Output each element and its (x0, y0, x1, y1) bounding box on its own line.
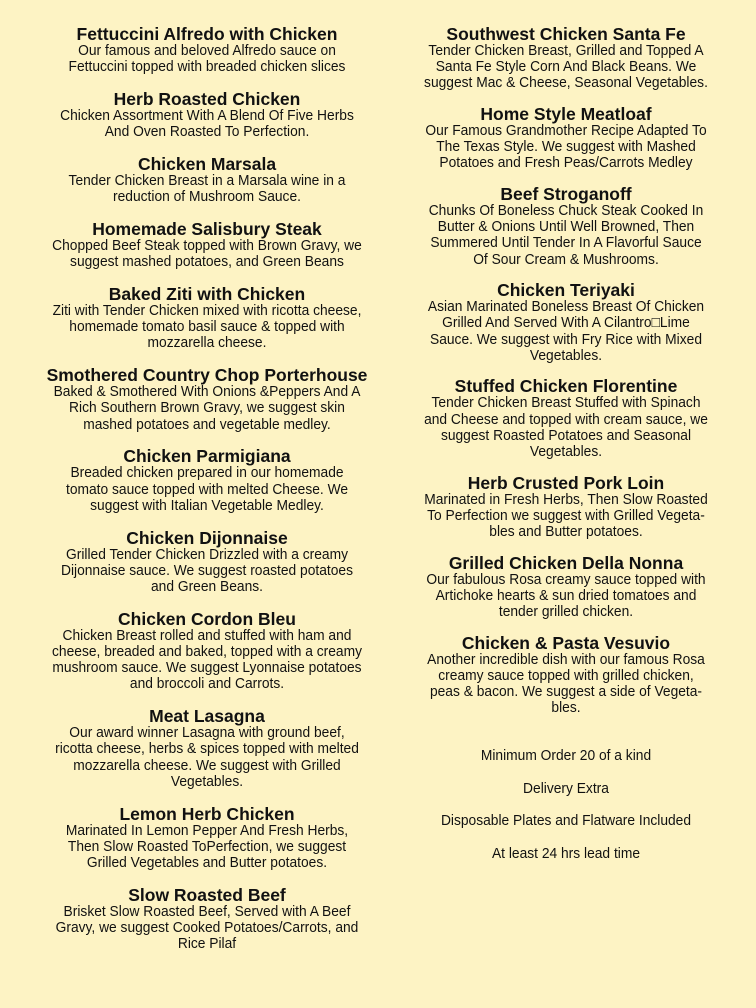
menu-item-description-line: Our fabulous Rosa creamy sauce topped with (426, 570, 706, 588)
menu-item-title: Lemon Herb Chicken (119, 803, 295, 824)
menu-item-description-line: Chopped Beef Steak topped with Brown Gravy, we (52, 237, 362, 254)
menu-item-description-line: suggest Roasted Potatoes and Seasonal (440, 426, 692, 444)
menu-item-description-line: Then Slow Roasted ToPerfection, we suggest (67, 837, 347, 855)
menu-item-chicken-dijonnaise (22, 527, 392, 596)
menu-item-fettuccini-alfredo-with-chicken (22, 26, 392, 75)
menu-item-description-line: tender grilled chicken. (498, 603, 634, 621)
menu-item-title: Herb Crusted Pork Loin (467, 472, 665, 493)
menu-item-description-line: Grilled Tender Chicken Drizzled with a creamy (65, 545, 348, 563)
order-note: Delivery Extra (523, 779, 609, 797)
menu-item-description-line: Rich Southern Brown Gravy, we suggest skin (69, 399, 345, 417)
menu-item-title: Stuffed Chicken Florentine (454, 376, 678, 397)
menu-item-grilled-chicken-della-nonna (398, 552, 734, 621)
menu-item-description-line: Tender Chicken Breast in a Marsala wine in a (68, 172, 346, 189)
menu-item-description-line: suggest Mac & Cheese, Seasonal Vegetables. (424, 74, 708, 92)
menu-item-description-line: peas & bacon. We suggest a side of Vegeta- (429, 683, 703, 701)
menu-item-title: Chicken Teriyaki (497, 280, 635, 301)
menu-item-slow-roasted-beef (22, 884, 392, 953)
menu-item-meat-lasagna (22, 708, 392, 790)
menu-item-description-line: mozzarella cheese. (147, 334, 267, 352)
menu-item-title: Grilled Chicken Della Nonna (448, 552, 684, 573)
menu-item-description-line: Grilled And Served With A Cilantro□Lime (442, 314, 690, 332)
menu-item-title: Herb Roasted Chicken (113, 89, 301, 109)
order-note: Minimum Order 20 of a kind (480, 747, 652, 765)
menu-item-title: Homemade Salisbury Steak (92, 219, 322, 239)
menu-item-description-line: Marinated In Lemon Pepper And Fresh Herbs, (65, 821, 349, 839)
menu-item-description-line: Chicken Assortment With A Blend Of Five Herbs (60, 107, 354, 124)
menu-item-title: Chicken Dijonnaise (126, 527, 288, 548)
menu-item-title: Home Style Meatloaf (480, 104, 652, 124)
menu-item-herb-crusted-pork-loin (398, 472, 734, 541)
menu-item-description-line: Our Famous Grandmother Recipe Adapted To (425, 122, 707, 139)
menu-right-column (398, 26, 734, 878)
menu-item-description-line: mozzarella cheese. We suggest with Grilled (73, 756, 341, 774)
menu-item-description-line: Potatoes and Fresh Peas/Carrots Medley (439, 154, 693, 172)
menu-item-description-line: And Oven Roasted To Perfection. (104, 123, 310, 141)
menu-item-title: Smothered Country Chop Porterhouse (46, 365, 368, 386)
menu-item-description-line: Santa Fe Style Corn And Black Beans. We (435, 58, 697, 76)
menu-item-baked-ziti-with-chicken (22, 286, 392, 352)
menu-item-title: Chicken Cordon Bleu (118, 608, 296, 629)
menu-item-description-line: creamy sauce topped with grilled chicken, (438, 666, 694, 684)
menu-item-description-line: cheese, breaded and baked, topped with a creamy (52, 643, 362, 661)
menu-item-description-line: reduction of Mushroom Sauce. (113, 188, 301, 206)
menu-item-description-line: Gravy, we suggest Cooked Potatoes/Carrots, and (55, 919, 359, 937)
order-notes (398, 748, 734, 861)
menu-item-home-style-meatloaf (398, 106, 734, 172)
menu-item-chicken-pasta-vesuvio (398, 632, 734, 717)
menu-item-description-line: bles and Butter potatoes. (489, 523, 643, 541)
menu-item-description-line: mushroom sauce. We suggest Lyonnaise potatoes (52, 659, 362, 677)
menu-item-title: Southwest Chicken Santa Fe (446, 24, 686, 44)
menu-item-title: Chicken Parmigiana (123, 446, 291, 467)
menu-item-title: Beef Stroganoff (500, 184, 632, 204)
menu-item-herb-roasted-chicken (22, 91, 392, 140)
menu-item-description-line: Breaded chicken prepared in our homemade (70, 464, 344, 482)
menu-item-description-line: Tender Chicken Breast, Grilled and Topped A (428, 42, 704, 59)
menu-item-beef-stroganoff (398, 186, 734, 268)
menu-item-description-line: The Texas Style. We suggest with Mashed (436, 138, 696, 156)
menu-item-description-line: Sauce. We suggest with Fry Rice with Mixed (429, 330, 703, 348)
menu-item-description-line: Ziti with Tender Chicken mixed with ricotta cheese, (52, 302, 362, 319)
menu-item-description-line: homemade tomato basil sauce & topped with (69, 318, 345, 336)
menu-item-description-line: Tender Chicken Breast Stuffed with Spinach (431, 394, 701, 412)
menu-item-description-line: Marinated in Fresh Herbs, Then Slow Roasted (424, 490, 708, 508)
menu-item-description-line: mashed potatoes and vegetable medley. (83, 415, 331, 433)
menu-item-title: Fettuccini Alfredo with Chicken (76, 24, 338, 44)
menu-item-chicken-marsala (22, 156, 392, 205)
menu-item-description-line: Vegetables. (529, 346, 603, 364)
menu-item-description-line: suggest with Italian Vegetable Medley. (90, 496, 324, 514)
order-note: At least 24 hrs lead time (491, 844, 641, 862)
menu-item-description-line: bles. (551, 699, 581, 717)
menu-item-title: Slow Roasted Beef (128, 884, 286, 905)
menu-item-description-line: Chunks Of Boneless Chuck Steak Cooked In (428, 202, 704, 219)
menu-item-southwest-chicken-santa-fe (398, 26, 734, 92)
menu-item-description-line: Vegetables. (529, 443, 603, 461)
menu-item-description-line: Butter & Onions Until Well Browned, Then (437, 218, 695, 236)
menu-item-title: Meat Lasagna (149, 706, 265, 727)
menu-item-description-line: Our famous and beloved Alfredo sauce on (78, 42, 336, 59)
menu-item-description-line: Brisket Slow Roasted Beef, Served with A Beef (63, 902, 351, 920)
menu-item-lemon-herb-chicken (22, 803, 392, 872)
menu-item-description-line: Vegetables. (170, 772, 244, 790)
menu-item-description-line: Grilled Vegetables and Butter potatoes. (86, 854, 328, 872)
menu-left-column (22, 26, 392, 968)
menu-item-description-line: tomato sauce topped with melted Cheese. We (65, 480, 349, 498)
menu-item-description-line: Rice Pilaf (177, 935, 237, 953)
menu-item-description-line: Artichoke hearts & sun dried tomatoes and (435, 586, 697, 604)
menu-item-description-line: Fettuccini topped with breaded chicken slices (68, 58, 346, 76)
menu-item-description-line: and broccoli and Carrots. (129, 675, 285, 693)
menu-item-chicken-parmigiana (22, 448, 392, 514)
menu-item-description-line: and Cheese and topped with cream sauce, we (424, 410, 708, 428)
menu-item-title: Baked Ziti with Chicken (108, 284, 306, 304)
menu-item-description-line: suggest mashed potatoes, and Green Beans (70, 253, 344, 271)
menu-item-chicken-cordon-bleu (22, 608, 392, 693)
menu-item-title: Chicken Marsala (137, 154, 277, 174)
menu-item-description-line: Our award winner Lasagna with ground beef, (69, 724, 345, 742)
menu-item-stuffed-chicken-florentine (398, 378, 734, 460)
menu-item-description-line: To Perfection we suggest with Grilled Vegeta- (427, 506, 705, 524)
menu-item-description-line: ricotta cheese, herbs & spices topped with melted (55, 740, 359, 758)
menu-item-description-line: Chicken Breast rolled and stuffed with ham and (62, 626, 352, 644)
menu-item-description-line: Summered Until Tender In A Flavorful Sauce (430, 234, 702, 252)
menu-item-description-line: Another incredible dish with our famous Rosa (427, 650, 705, 668)
menu-item-smothered-country-chop-porterhouse (22, 367, 392, 433)
menu-item-description-line: Baked & Smothered With Onions &Peppers And A (53, 383, 361, 401)
menu-item-homemade-salisbury-steak (22, 221, 392, 270)
menu-item-title: Chicken & Pasta Vesuvio (461, 632, 671, 653)
menu-item-description-line: and Green Beans. (150, 578, 264, 596)
order-note: Disposable Plates and Flatware Included (440, 812, 692, 830)
menu-item-chicken-teriyaki (398, 282, 734, 364)
menu-item-description-line: Dijonnaise sauce. We suggest roasted potatoes (60, 561, 354, 579)
menu-item-description-line: Asian Marinated Boneless Breast Of Chicken (427, 298, 705, 316)
menu-item-description-line: Of Sour Cream & Mushrooms. (473, 250, 659, 268)
